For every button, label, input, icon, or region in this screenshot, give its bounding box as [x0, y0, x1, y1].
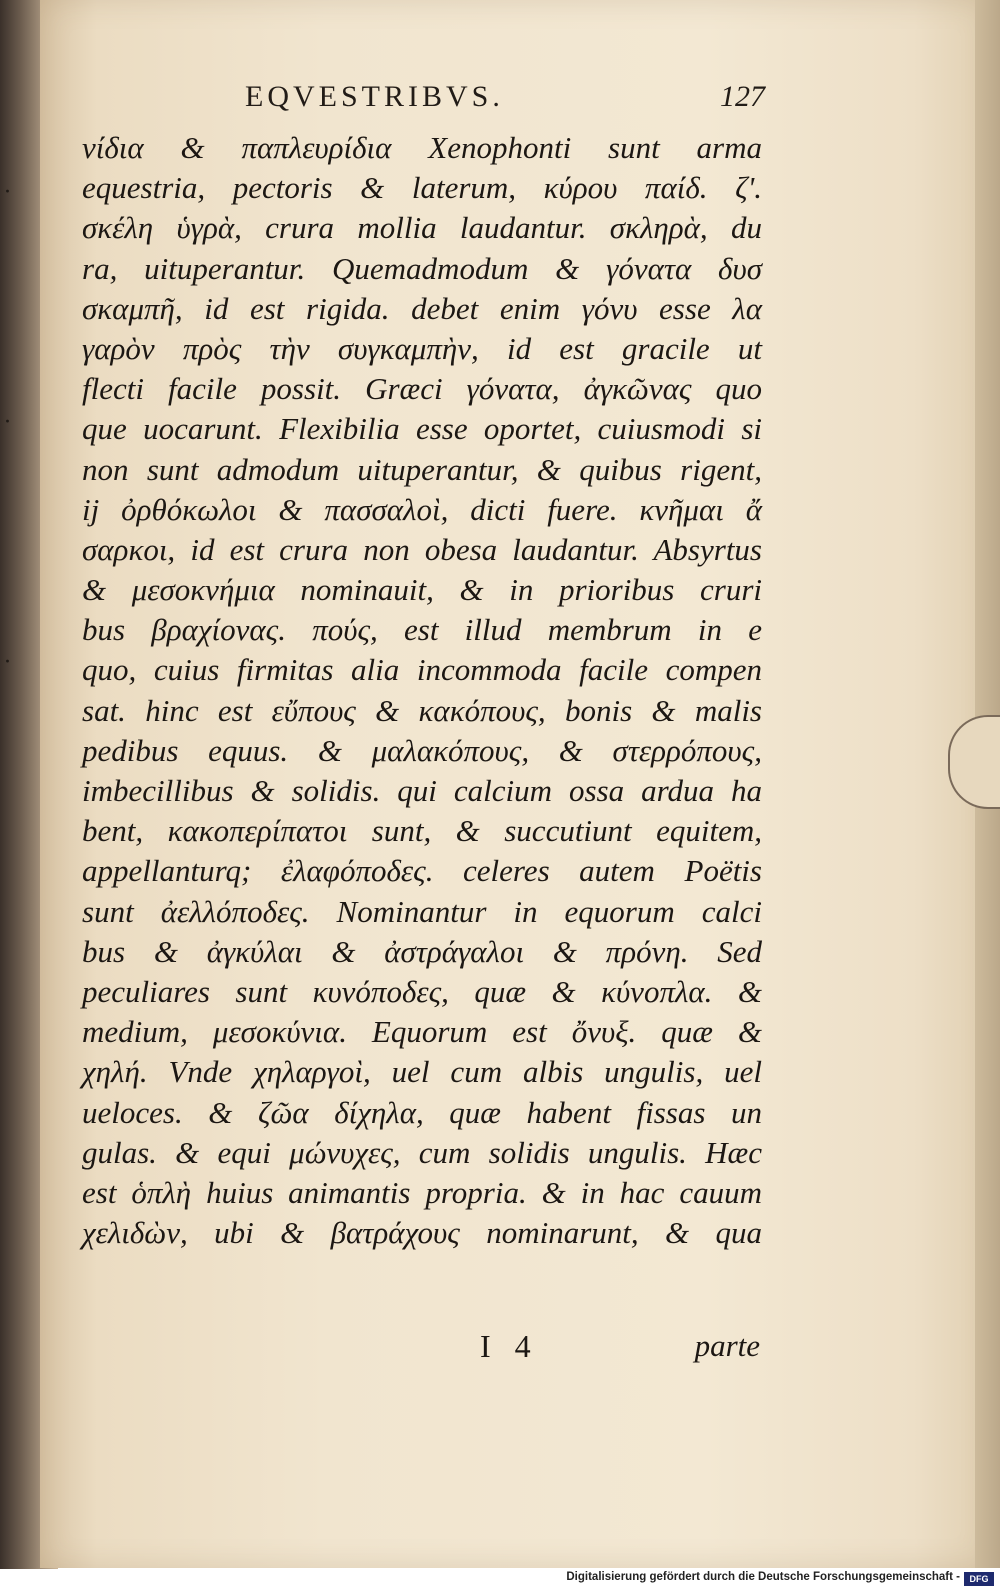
- gutter-mark: ·: [4, 410, 11, 435]
- text-line: peculiares sunt κυνόποδες, quæ & κύνοπλα. &: [82, 973, 762, 1009]
- text-line: ij ὀρθόκωλοι & πασσαλοὶ, dicti fuere. κνῆμαι ἄ: [82, 491, 762, 527]
- text-line: σκαμπῆ, id est rigida. debet enim γόνυ esse λα: [82, 290, 762, 326]
- text-line: ueloces. & ζῶα δίχηλα, quæ habent fissas un: [82, 1094, 762, 1130]
- text-line: quo, cuius firmitas alia incommoda facile compen: [82, 652, 762, 688]
- text-line: appellanturq; ἐλαφόποδες. celeres autem Poëtis: [82, 853, 762, 889]
- gutter-marks: [0, 150, 30, 710]
- text-line: σαρκοι, id est crura non obesa laudantur. Absyrtus: [82, 531, 762, 567]
- text-line: σκέλη ὑγρὰ, crura mollia laudantur. σκληρὰ, du: [82, 210, 762, 246]
- text-line: bent, κακοπερίπατοι sunt, & succutiunt equitem,: [82, 813, 762, 849]
- page-footer: [480, 1328, 760, 1368]
- text-line: flecti facile possit. Græci γόνατα, ἀγκῶνας quo: [82, 371, 762, 407]
- signature-mark: I 4: [480, 1328, 539, 1364]
- text-line: pedibus equus. & μαλακόπους, & στερρόπους,: [82, 732, 762, 768]
- running-head: EQVESTRIBVS.: [245, 80, 504, 113]
- text-line: que uocarunt. Flexibilia esse oportet, cuiusmodi si: [82, 411, 762, 447]
- text-line: sat. hinc est εὔπους & κακόπους, bonis & malis: [82, 692, 762, 728]
- text-line: est ὁπλὴ huius animantis propria. & in hac cauum: [82, 1174, 762, 1210]
- page-number: 127: [720, 80, 765, 113]
- credit-bar: [0, 1569, 1000, 1589]
- text-line: & μεσοκνήμια nominauit, & in prioribus cruri: [82, 572, 762, 608]
- text-line: medium, μεσοκύνια. Equorum est ὄνυξ. quæ &: [82, 1014, 762, 1050]
- text-line: ra, uituperantur. Quemadmodum & γόνατα δυσ: [82, 250, 762, 286]
- page-header: [245, 80, 765, 120]
- gutter-mark: ·: [4, 180, 11, 205]
- gutter-mark: ·: [4, 650, 11, 675]
- digitization-credit: Digitalisierung gefördert durch die Deutsche Forschungsgemeinschaft -: [566, 1571, 960, 1583]
- text-line: equestria, pectoris & laterum, κύρου παίδ. ζ'.: [82, 170, 762, 206]
- text-line: bus & ἀγκύλαι & ἀστράγαλοι & πρόνη. Sed: [82, 933, 762, 969]
- body-text: [82, 128, 762, 1253]
- text-line: imbecillibus & solidis. qui calcium ossa ardua ha: [82, 773, 762, 808]
- text-line: χελιδὼν, ubi & βατράχους nominarunt, & qua: [82, 1215, 762, 1251]
- text-line: gulas. & equi μώνυχες, cum solidis ungulis. Hæc: [82, 1134, 762, 1170]
- text-line: νίδια & παπλευρίδια Xenophonti sunt arma: [82, 130, 762, 165]
- dfg-logo-icon: DFG: [964, 1572, 994, 1586]
- text-line: χηλή. Vnde χηλαργοὶ, uel cum albis ungulis, uel: [82, 1054, 762, 1090]
- text-line: sunt ἀελλόποδες. Nominantur in equorum calci: [82, 893, 762, 929]
- catchword: parte: [694, 1328, 760, 1363]
- text-line: non sunt admodum uituperantur, & quibus rigent,: [82, 451, 762, 487]
- text-line: bus βραχίονας. πούς, est illud membrum in e: [82, 612, 762, 648]
- text-line: γαρὸν πρὸς τὴν συγκαμπὴν, id est gracile ut: [82, 330, 762, 366]
